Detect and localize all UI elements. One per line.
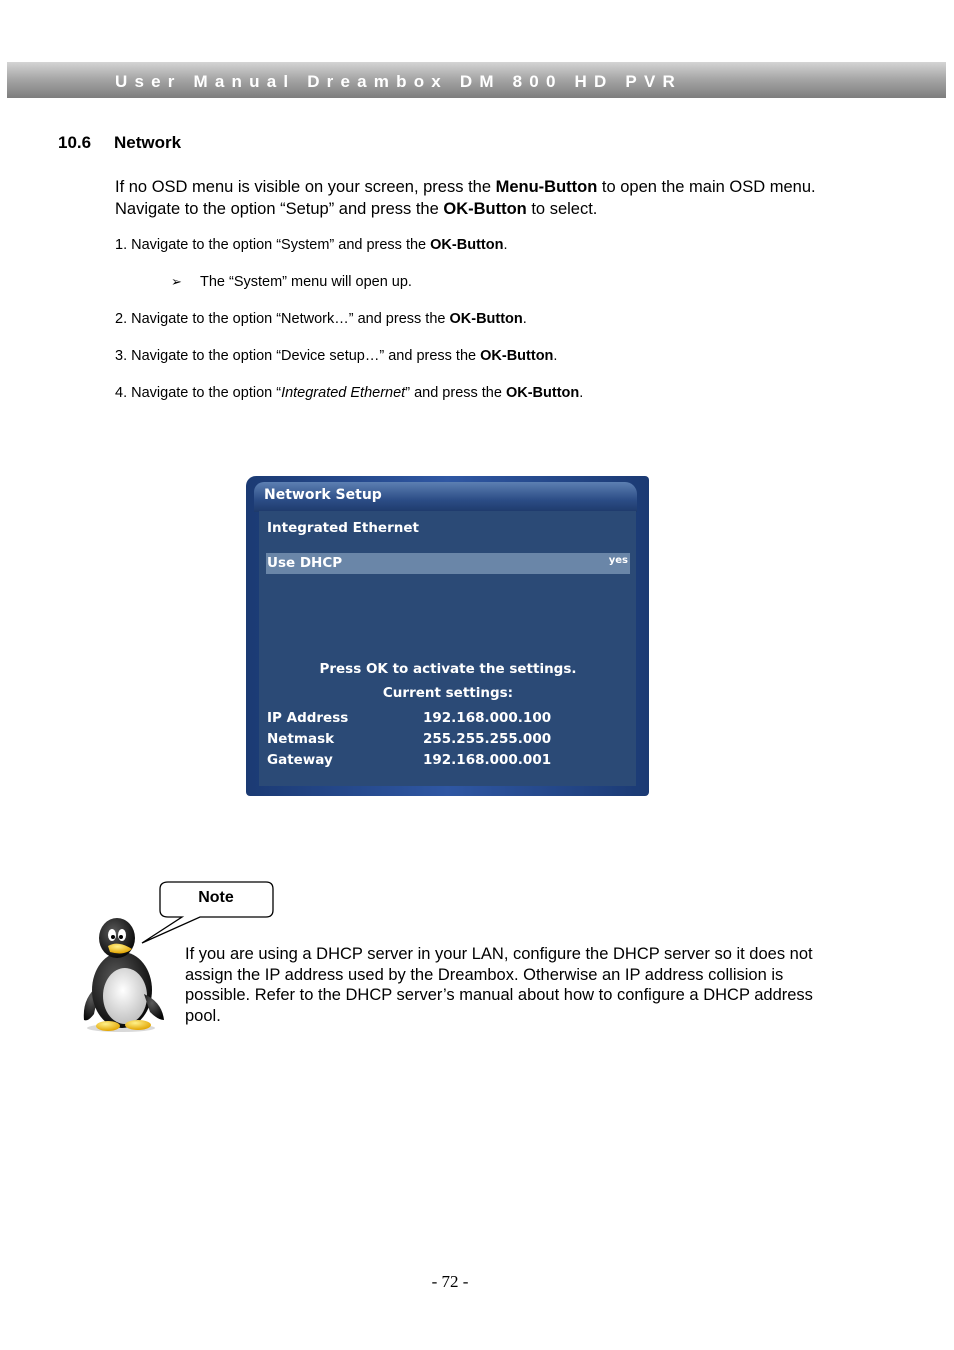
integrated-ethernet-label: Integrated Ethernet [281,385,406,401]
step-text: 1. Navigate to the option “System” and press the [115,237,431,253]
step-text: 2. Navigate to the option “Network…” and press the [115,311,450,327]
step-end: . [553,348,558,364]
netmask-label: Netmask [267,731,335,747]
note-text: If you are using a DHCP server in your LAN, configure the DHCP server so it does not assign the IP address used by the Dreambox. Otherwise an IP address collision is possible. Refer to the DHCP server’s manual about how to configure a DHCP address pool. [185,945,813,1025]
note-label: Note [198,889,234,906]
osd-current-settings-label: Current settings: [382,685,514,701]
ip-address-label: IP Address [267,710,349,726]
section-heading [58,133,181,153]
section-title: Network [114,133,182,152]
step-1 [115,237,507,253]
use-dhcp-row [266,553,630,574]
ok-button-label: OK-Button [449,311,523,327]
intro-text: to open the main OSD menu. Navigate to the option “Setup” and press the [115,178,816,218]
netmask-value: 255.255.255.000 [423,731,552,747]
network-setup-screenshot [246,476,649,796]
bullet-text: The “System” menu will open up. [200,274,412,290]
bullet-result [171,274,412,290]
step-2 [115,311,527,327]
step-end: . [503,237,508,253]
gateway-value: 192.168.000.001 [423,752,552,768]
step-4 [115,385,583,401]
osd-title: Network Setup [264,487,382,503]
step-end: . [522,311,527,327]
gateway-label: Gateway [267,752,333,768]
use-dhcp-label: Use DHCP [267,555,343,571]
step-end: . [579,385,584,401]
section-number: 10.6 [58,133,92,152]
header-bar [7,62,946,98]
penguin-mascot-icon [78,916,170,1034]
step-text: ” and press the [405,385,506,401]
ip-address-value: 192.168.000.100 [423,710,552,726]
use-dhcp-value: yes [608,555,628,566]
intro-paragraph [115,176,835,220]
ok-button-label: OK-Button [480,348,554,364]
manual-title: User Manual Dreambox DM 800 HD PVR [115,72,682,91]
ok-button-label: OK-Button [443,200,527,218]
step-text: 3. Navigate to the option “Device setup…” and press the [115,348,481,364]
arrow-bullet-icon: ➢ [171,274,182,289]
menu-button-label: Menu-Button [495,178,598,196]
ok-button-label: OK-Button [430,237,504,253]
osd-subtitle: Integrated Ethernet [267,520,419,536]
osd-instruction: Press OK to activate the settings. [319,661,577,677]
ok-button-label: OK-Button [505,385,580,401]
intro-text: If no OSD menu is visible on your screen, press the [115,178,496,196]
step-text: 4. Navigate to the option “ [115,385,282,401]
intro-text: to select. [526,200,598,218]
page-number: - 72 - [431,1272,469,1291]
step-3 [115,348,557,364]
